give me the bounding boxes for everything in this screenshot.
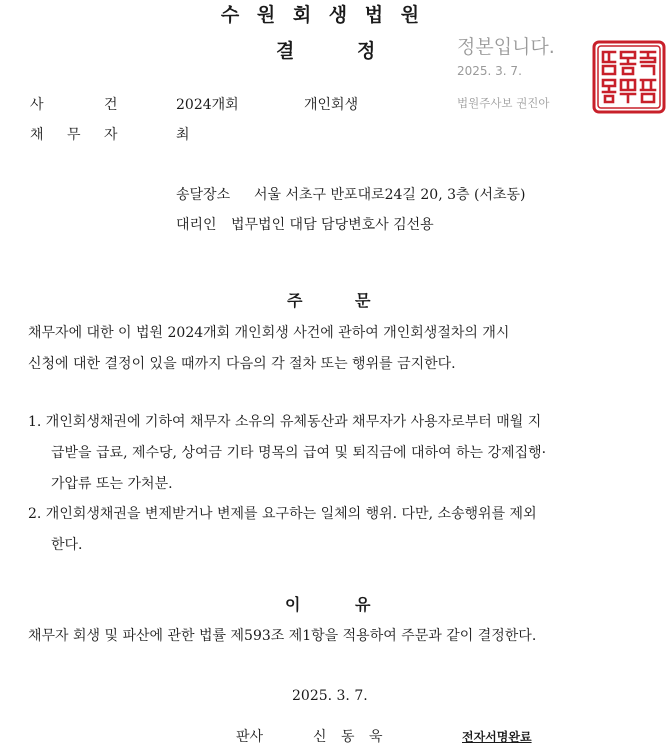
judge-title: 판사 bbox=[236, 729, 264, 745]
case-number: 2024개회 bbox=[176, 97, 239, 113]
debtor-name: 최 bbox=[176, 127, 190, 143]
agent-label: 대리인 bbox=[176, 217, 217, 233]
order-heading-right: 문 bbox=[355, 291, 371, 310]
doc-type-right: 정 bbox=[357, 40, 376, 62]
address-label: 송달장소 bbox=[176, 187, 231, 203]
address: 서울 서초구 반포대로24길 20, 3층 (서초동) bbox=[254, 187, 526, 203]
reason-heading-left: 이 bbox=[285, 595, 301, 614]
doc-type-left: 결 bbox=[276, 40, 295, 62]
court-name: 수 원 회 생 법 원 bbox=[220, 4, 420, 26]
agent-name: 법무법인 대담 담당변호사 김선용 bbox=[231, 217, 434, 233]
order-item-1-line-2: 급받을 급료, 제수당, 상여금 기타 명목의 급여 및 퇴직금에 대하여 하는 강제집행· bbox=[51, 445, 547, 461]
court-seal-icon bbox=[592, 40, 666, 114]
order-item-1-line-1: 1. 개인회생채권에 기하여 채무자 소유의 유체동산과 채무자가 사용자로부터 매월 지 bbox=[28, 414, 542, 430]
order-intro-line-2: 신청에 대한 결정이 있을 때까지 다음의 각 절차 또는 행위를 금지한다. bbox=[28, 356, 456, 372]
order-item-2-line-2: 한다. bbox=[51, 537, 83, 553]
reason-text: 채무자 회생 및 파산에 관한 법률 제593조 제1항을 적용하여 주문과 같이 결정한다. bbox=[28, 628, 537, 644]
order-heading-left: 주 bbox=[287, 291, 303, 310]
certified-copy-clerk: 법원주사보 권진아 bbox=[457, 96, 550, 110]
debtor-label-3: 자 bbox=[104, 127, 118, 143]
judge-name: 신 동 욱 bbox=[313, 729, 383, 745]
order-intro-line-1: 채무자에 대한 이 법원 2024개회 개인회생 사건에 관하여 개인회생절차의 개시 bbox=[28, 325, 510, 341]
case-label-2: 건 bbox=[104, 97, 118, 113]
case-type: 개인회생 bbox=[304, 97, 359, 113]
case-label-1: 사 bbox=[30, 97, 44, 113]
reason-heading-right: 유 bbox=[355, 595, 371, 614]
certified-copy-title: 정본입니다. bbox=[457, 36, 555, 58]
certified-copy-date: 2025. 3. 7. bbox=[457, 64, 522, 78]
debtor-label-1: 채 bbox=[30, 127, 44, 143]
order-item-1-line-3: 가압류 또는 가처분. bbox=[51, 476, 173, 492]
decision-date: 2025. 3. 7. bbox=[292, 688, 368, 704]
debtor-label-2: 무 bbox=[67, 127, 81, 143]
electronic-signature-note: 전자서명완료 bbox=[462, 730, 532, 744]
order-item-2-line-1: 2. 개인회생채권을 변제받거나 변제를 요구하는 일체의 행위. 다만, 소송행위를 제외 bbox=[28, 506, 537, 522]
